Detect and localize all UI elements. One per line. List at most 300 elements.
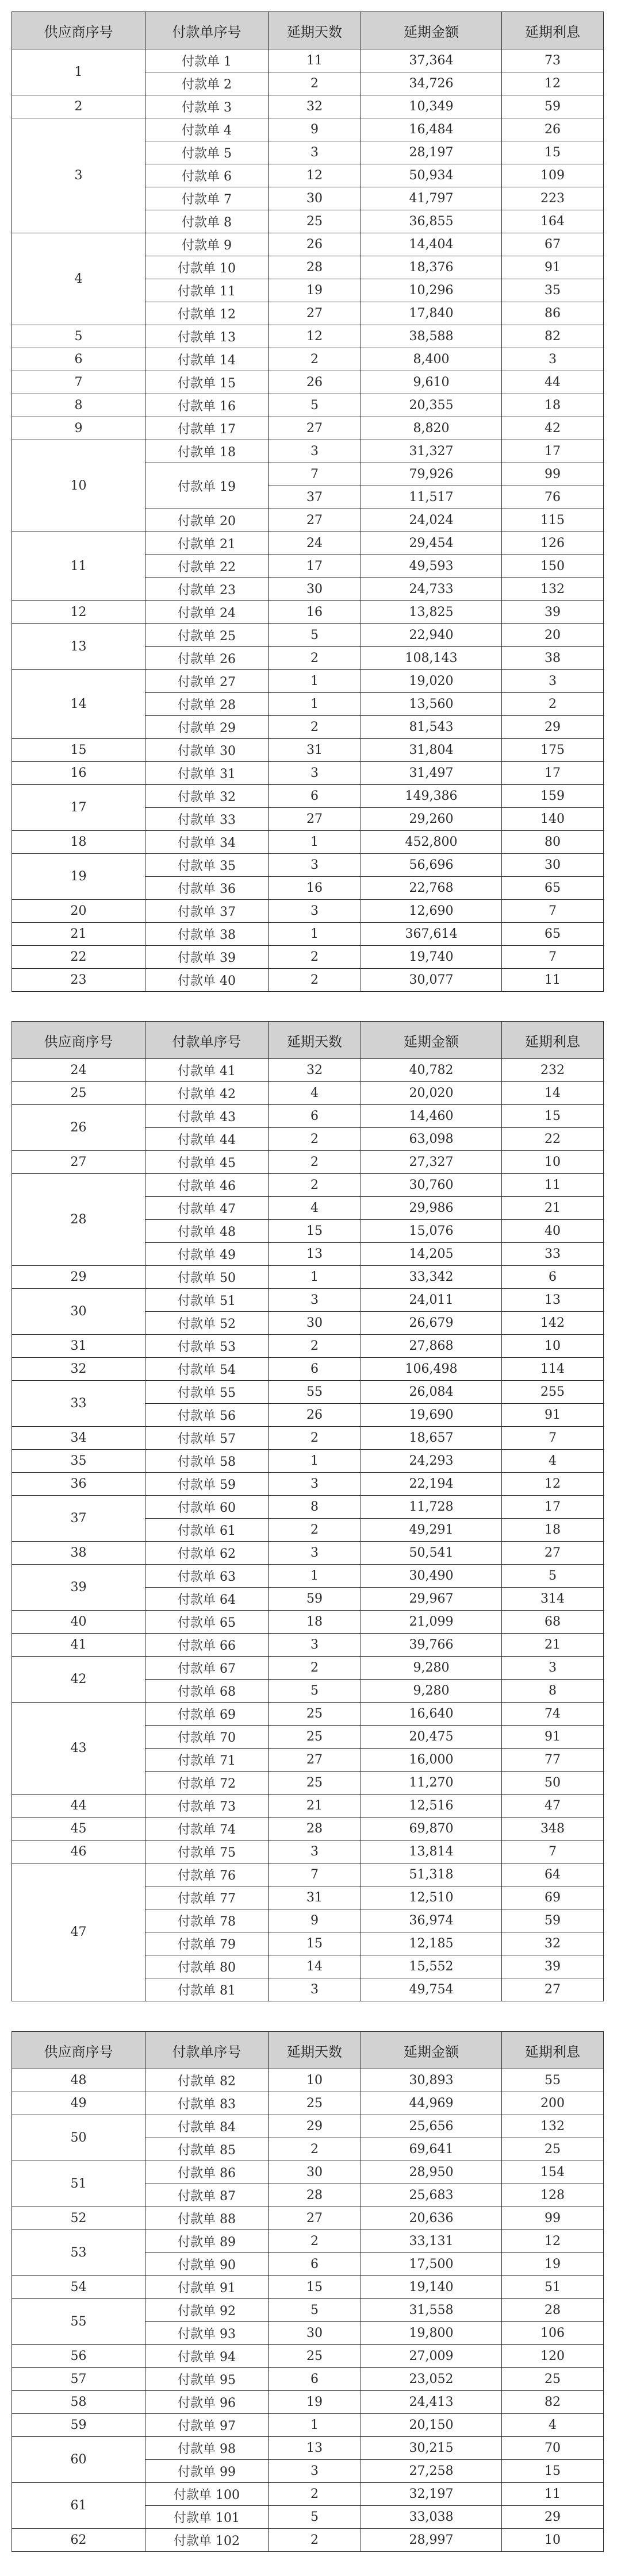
payment-no-cell: 付款单 94 (145, 2345, 269, 2368)
supplier-no-cell: 7 (12, 371, 145, 394)
supplier-no-cell: 58 (12, 2391, 145, 2414)
payment-no-cell: 付款单 41 (145, 1059, 269, 1082)
table-row (12, 1358, 604, 1381)
delay-amount-cell: 63,098 (361, 1128, 502, 1151)
supplier-no-cell: 35 (12, 1450, 145, 1473)
header-payment-no: 付款单序号 (145, 2032, 269, 2069)
delay-days-cell: 2 (269, 2138, 361, 2161)
payment-no-cell: 付款单 51 (145, 1289, 269, 1312)
payment-no-cell: 付款单 100 (145, 2483, 269, 2506)
delay-amount-cell: 33,342 (361, 1266, 502, 1289)
delay-days-cell: 19 (269, 279, 361, 302)
delay-amount-cell: 30,215 (361, 2437, 502, 2460)
delay-days-cell: 3 (269, 762, 361, 785)
table-row (12, 325, 604, 348)
supplier-no-cell: 28 (12, 1174, 145, 1266)
delay-days-cell: 30 (269, 2322, 361, 2345)
supplier-no-cell: 17 (12, 785, 145, 831)
payment-no-cell: 付款单 81 (145, 1978, 269, 2001)
delay-interest-cell: 30 (502, 854, 604, 877)
supplier-no-cell: 34 (12, 1427, 145, 1450)
payment-no-cell: 付款单 13 (145, 325, 269, 348)
delay-amount-cell: 25,656 (361, 2115, 502, 2138)
delay-amount-cell: 14,205 (361, 1243, 502, 1266)
delay-amount-cell: 9,280 (361, 1657, 502, 1680)
payment-no-cell: 付款单 71 (145, 1749, 269, 1772)
payment-no-cell: 付款单 83 (145, 2092, 269, 2115)
delay-amount-cell: 31,804 (361, 739, 502, 762)
supplier-no-cell: 50 (12, 2115, 145, 2161)
delay-amount-cell: 26,679 (361, 1312, 502, 1335)
delay-amount-cell: 36,855 (361, 210, 502, 233)
delay-interest-cell: 314 (502, 1588, 604, 1611)
delay-days-cell: 2 (269, 1151, 361, 1174)
table-row (12, 1795, 604, 1818)
table-row (12, 969, 604, 992)
payment-no-cell: 付款单 60 (145, 1496, 269, 1519)
delay-days-cell: 2 (269, 647, 361, 670)
delay-interest-cell: 22 (502, 1128, 604, 1151)
delay-days-cell: 1 (269, 1565, 361, 1588)
delay-days-cell: 26 (269, 1404, 361, 1427)
table-row (12, 1059, 604, 1082)
delay-days-cell: 2 (269, 969, 361, 992)
table-row (12, 1863, 604, 1886)
delay-amount-cell: 34,726 (361, 72, 502, 95)
payment-no-cell: 付款单 14 (145, 348, 269, 371)
delay-amount-cell: 106,498 (361, 1358, 502, 1381)
delay-days-cell: 6 (269, 2253, 361, 2276)
table-row (12, 95, 604, 118)
delay-amount-cell: 12,516 (361, 1795, 502, 1818)
delay-days-cell: 7 (269, 1863, 361, 1886)
delay-interest-cell: 82 (502, 2391, 604, 2414)
supplier-no-cell: 62 (12, 2529, 145, 2552)
supplier-no-cell: 56 (12, 2345, 145, 2368)
table-row (12, 1565, 604, 1588)
table-row (12, 2529, 604, 2552)
payment-no-cell: 付款单 36 (145, 877, 269, 900)
delay-days-cell: 30 (269, 187, 361, 210)
supplier-no-cell: 47 (12, 1863, 145, 2001)
delay-interest-cell: 150 (502, 555, 604, 578)
payment-no-cell: 付款单 6 (145, 164, 269, 187)
delay-interest-cell: 28 (502, 2299, 604, 2322)
delay-days-cell: 32 (269, 1059, 361, 1082)
payment-no-cell: 付款单 49 (145, 1243, 269, 1266)
supplier-no-cell: 20 (12, 900, 145, 923)
table-row (12, 1289, 604, 1312)
delay-days-cell: 2 (269, 72, 361, 95)
delay-interest-cell: 3 (502, 1657, 604, 1680)
table-row (12, 900, 604, 923)
delay-amount-cell: 15,076 (361, 1220, 502, 1243)
supplier-no-cell: 55 (12, 2299, 145, 2345)
delay-interest-cell: 19 (502, 2253, 604, 2276)
delay-interest-cell: 140 (502, 808, 604, 831)
delay-interest-cell: 44 (502, 371, 604, 394)
delay-interest-cell: 91 (502, 1404, 604, 1427)
delay-days-cell: 3 (269, 1978, 361, 2001)
delay-amount-cell: 30,490 (361, 1565, 502, 1588)
header-delay-interest: 延期利息 (502, 1022, 604, 1059)
delay-days-cell: 3 (269, 440, 361, 463)
delay-amount-cell: 18,376 (361, 256, 502, 279)
delay-days-cell: 1 (269, 670, 361, 693)
delay-days-cell: 5 (269, 2506, 361, 2529)
delay-days-cell: 2 (269, 1657, 361, 1680)
delay-amount-cell: 31,327 (361, 440, 502, 463)
delay-amount-cell: 36,974 (361, 1909, 502, 1932)
delay-interest-cell: 7 (502, 1840, 604, 1863)
delay-interest-cell: 69 (502, 1886, 604, 1909)
payment-no-cell: 付款单 52 (145, 1312, 269, 1335)
delay-amount-cell: 10,349 (361, 95, 502, 118)
table-row (12, 1266, 604, 1289)
delay-amount-cell: 28,950 (361, 2161, 502, 2184)
payment-no-cell: 付款单 54 (145, 1358, 269, 1381)
delay-interest-cell: 59 (502, 1909, 604, 1932)
delay-amount-cell: 8,400 (361, 348, 502, 371)
table-row (12, 2161, 604, 2184)
delay-interest-cell: 42 (502, 417, 604, 440)
supplier-no-cell: 24 (12, 1059, 145, 1082)
supplier-no-cell: 41 (12, 1634, 145, 1657)
payment-no-cell: 付款单 34 (145, 831, 269, 854)
delay-interest-cell: 126 (502, 532, 604, 555)
delay-days-cell: 25 (269, 1703, 361, 1726)
supplier-no-cell: 21 (12, 923, 145, 946)
delay-interest-cell: 15 (502, 2460, 604, 2483)
table-row (12, 1151, 604, 1174)
table-row (12, 1381, 604, 1404)
delay-amount-cell: 15,552 (361, 1955, 502, 1978)
delay-amount-cell: 69,641 (361, 2138, 502, 2161)
payment-no-cell: 付款单 11 (145, 279, 269, 302)
delay-interest-cell: 15 (502, 1105, 604, 1128)
table-header (12, 2032, 604, 2069)
supplier-no-cell: 12 (12, 601, 145, 624)
payment-no-cell: 付款单 56 (145, 1404, 269, 1427)
delay-amount-cell: 452,800 (361, 831, 502, 854)
delay-interest-cell: 4 (502, 1450, 604, 1473)
delay-days-cell: 3 (269, 141, 361, 164)
supplier-no-cell: 25 (12, 1082, 145, 1105)
delay-days-cell: 1 (269, 1450, 361, 1473)
payment-no-cell: 付款单 58 (145, 1450, 269, 1473)
delay-amount-cell: 24,024 (361, 509, 502, 532)
supplier-no-cell: 31 (12, 1335, 145, 1358)
delay-days-cell: 1 (269, 693, 361, 716)
table-row (12, 2483, 604, 2506)
table-row (12, 49, 604, 72)
delay-amount-cell: 11,517 (361, 486, 502, 509)
delay-amount-cell: 14,460 (361, 1105, 502, 1128)
header-supplier-no: 供应商序号 (12, 1022, 145, 1059)
delay-interest-cell: 29 (502, 716, 604, 739)
delay-days-cell: 14 (269, 1955, 361, 1978)
table-row (12, 854, 604, 877)
supplier-no-cell: 23 (12, 969, 145, 992)
payment-no-cell: 付款单 68 (145, 1680, 269, 1703)
delay-days-cell: 2 (269, 1174, 361, 1197)
delay-interest-cell: 33 (502, 1243, 604, 1266)
delay-interest-cell: 70 (502, 2437, 604, 2460)
delay-days-cell: 37 (269, 486, 361, 509)
delay-days-cell: 28 (269, 1818, 361, 1840)
delay-interest-cell: 12 (502, 2230, 604, 2253)
table-row (12, 1450, 604, 1473)
delay-days-cell: 3 (269, 900, 361, 923)
payment-no-cell: 付款单 30 (145, 739, 269, 762)
delay-interest-cell: 7 (502, 946, 604, 969)
delay-interest-cell: 232 (502, 1059, 604, 1082)
payment-no-cell: 付款单 92 (145, 2299, 269, 2322)
delay-interest-cell: 12 (502, 1473, 604, 1496)
delay-interest-cell: 7 (502, 900, 604, 923)
delay-days-cell: 3 (269, 1289, 361, 1312)
supplier-no-cell: 40 (12, 1611, 145, 1634)
delay-amount-cell: 31,558 (361, 2299, 502, 2322)
supplier-no-cell: 15 (12, 739, 145, 762)
delay-days-cell: 27 (269, 2207, 361, 2230)
delay-interest-cell: 99 (502, 2207, 604, 2230)
supplier-no-cell: 19 (12, 854, 145, 900)
delay-interest-cell: 10 (502, 1335, 604, 1358)
delay-amount-cell: 17,500 (361, 2253, 502, 2276)
delay-interest-cell: 106 (502, 2322, 604, 2345)
payment-no-cell: 付款单 95 (145, 2368, 269, 2391)
table-row (12, 2414, 604, 2437)
supplier-no-cell: 18 (12, 831, 145, 854)
delay-days-cell: 55 (269, 1381, 361, 1404)
table-row (12, 1174, 604, 1197)
payment-no-cell: 付款单 4 (145, 118, 269, 141)
payment-no-cell: 付款单 23 (145, 578, 269, 601)
table-row (12, 2345, 604, 2368)
payment-no-cell: 付款单 78 (145, 1909, 269, 1932)
table-row (12, 1082, 604, 1105)
delay-amount-cell: 16,640 (361, 1703, 502, 1726)
payment-no-cell: 付款单 73 (145, 1795, 269, 1818)
payment-no-cell: 付款单 44 (145, 1128, 269, 1151)
delay-days-cell: 59 (269, 1588, 361, 1611)
delay-interest-cell: 223 (502, 187, 604, 210)
table-row (12, 1657, 604, 1680)
delay-amount-cell: 17,840 (361, 302, 502, 325)
delay-days-cell: 5 (269, 2299, 361, 2322)
delay-interest-cell: 10 (502, 2529, 604, 2552)
delay-amount-cell: 18,657 (361, 1427, 502, 1450)
table-row (12, 2276, 604, 2299)
payment-no-cell: 付款单 50 (145, 1266, 269, 1289)
table-row (12, 1818, 604, 1840)
supplier-no-cell: 30 (12, 1289, 145, 1335)
header-supplier-no: 供应商序号 (12, 12, 145, 49)
delay-interest-cell: 154 (502, 2161, 604, 2184)
delay-days-cell: 27 (269, 1749, 361, 1772)
delay-amount-cell: 14,404 (361, 233, 502, 256)
delay-days-cell: 13 (269, 2437, 361, 2460)
delay-interest-cell: 26 (502, 118, 604, 141)
payment-no-cell: 付款单 27 (145, 670, 269, 693)
delay-interest-cell: 109 (502, 164, 604, 187)
supplier-no-cell: 36 (12, 1473, 145, 1496)
delay-days-cell: 27 (269, 509, 361, 532)
table-row (12, 2207, 604, 2230)
header-delay-days: 延期天数 (269, 2032, 361, 2069)
delay-amount-cell: 13,814 (361, 1840, 502, 1863)
supplier-no-cell: 51 (12, 2161, 145, 2207)
supplier-no-cell: 26 (12, 1105, 145, 1151)
table-row (12, 1611, 604, 1634)
payment-no-cell: 付款单 82 (145, 2069, 269, 2092)
delay-amount-cell: 51,318 (361, 1863, 502, 1886)
payment-no-cell: 付款单 67 (145, 1657, 269, 1680)
table-row (12, 532, 604, 555)
delay-interest-cell: 114 (502, 1358, 604, 1381)
payment-no-cell: 付款单 18 (145, 440, 269, 463)
header-delay-days: 延期天数 (269, 1022, 361, 1059)
header-delay-interest: 延期利息 (502, 12, 604, 49)
delay-amount-cell: 30,760 (361, 1174, 502, 1197)
delay-amount-cell: 26,084 (361, 1381, 502, 1404)
delay-interest-cell: 5 (502, 1565, 604, 1588)
delay-amount-cell: 19,020 (361, 670, 502, 693)
delay-days-cell: 24 (269, 532, 361, 555)
delay-amount-cell: 32,197 (361, 2483, 502, 2506)
supplier-no-cell: 61 (12, 2483, 145, 2529)
table-header (12, 12, 604, 49)
table-row (12, 2230, 604, 2253)
payment-no-cell: 付款单 1 (145, 49, 269, 72)
payment-no-cell: 付款单 16 (145, 394, 269, 417)
delay-interest-cell: 3 (502, 670, 604, 693)
payment-no-cell: 付款单 79 (145, 1932, 269, 1955)
delay-days-cell: 30 (269, 578, 361, 601)
payment-no-cell: 付款单 17 (145, 417, 269, 440)
header-delay-interest: 延期利息 (502, 2032, 604, 2069)
delay-amount-cell: 39,766 (361, 1634, 502, 1657)
delay-days-cell: 28 (269, 2184, 361, 2207)
table-header (12, 1022, 604, 1059)
delay-amount-cell: 16,000 (361, 1749, 502, 1772)
payment-no-cell: 付款单 62 (145, 1542, 269, 1565)
supplier-no-cell: 48 (12, 2069, 145, 2092)
table-row (12, 670, 604, 693)
delay-days-cell: 16 (269, 877, 361, 900)
header-payment-no: 付款单序号 (145, 1022, 269, 1059)
payment-no-cell: 付款单 15 (145, 371, 269, 394)
delay-days-cell: 11 (269, 49, 361, 72)
table-row (12, 2368, 604, 2391)
payment-no-cell: 付款单 74 (145, 1818, 269, 1840)
delay-interest-cell: 51 (502, 2276, 604, 2299)
delay-amount-cell: 149,386 (361, 785, 502, 808)
delay-interest-cell: 40 (502, 1220, 604, 1243)
delay-interest-cell: 77 (502, 1749, 604, 1772)
delay-days-cell: 5 (269, 394, 361, 417)
delay-interest-cell: 15 (502, 141, 604, 164)
delay-amount-cell: 50,934 (361, 164, 502, 187)
payment-no-cell: 付款单 43 (145, 1105, 269, 1128)
delay-amount-cell: 24,293 (361, 1450, 502, 1473)
table-row (12, 1703, 604, 1726)
delay-interest-cell: 25 (502, 2368, 604, 2391)
table-row (12, 348, 604, 371)
supplier-no-cell: 59 (12, 2414, 145, 2437)
payment-no-cell: 付款单 5 (145, 141, 269, 164)
delay-interest-cell: 74 (502, 1703, 604, 1726)
table-row (12, 601, 604, 624)
delay-days-cell: 15 (269, 2276, 361, 2299)
delay-days-cell: 6 (269, 1105, 361, 1128)
delay-days-cell: 2 (269, 1519, 361, 1542)
table-row (12, 417, 604, 440)
delay-days-cell: 2 (269, 1335, 361, 1358)
payment-no-cell: 付款单 39 (145, 946, 269, 969)
payment-no-cell: 付款单 101 (145, 2506, 269, 2529)
header-supplier-no: 供应商序号 (12, 2032, 145, 2069)
delay-interest-cell: 21 (502, 1197, 604, 1220)
delay-interest-cell: 73 (502, 49, 604, 72)
table-row (12, 762, 604, 785)
table-row (12, 1105, 604, 1128)
delay-days-cell: 10 (269, 2069, 361, 2092)
delay-interest-cell: 348 (502, 1818, 604, 1840)
payment-no-cell: 付款单 45 (145, 1151, 269, 1174)
delay-days-cell: 2 (269, 1427, 361, 1450)
supplier-no-cell: 38 (12, 1542, 145, 1565)
delay-days-cell: 1 (269, 923, 361, 946)
supplier-no-cell: 53 (12, 2230, 145, 2276)
delay-days-cell: 1 (269, 1266, 361, 1289)
delay-amount-cell: 12,185 (361, 1932, 502, 1955)
supplier-no-cell: 3 (12, 118, 145, 233)
payment-no-cell: 付款单 35 (145, 854, 269, 877)
delay-amount-cell: 29,260 (361, 808, 502, 831)
payment-no-cell: 付款单 96 (145, 2391, 269, 2414)
payment-no-cell: 付款单 90 (145, 2253, 269, 2276)
table-row (12, 739, 604, 762)
supplier-no-cell: 29 (12, 1266, 145, 1289)
payment-no-cell: 付款单 102 (145, 2529, 269, 2552)
delay-days-cell: 17 (269, 555, 361, 578)
table-row (12, 1840, 604, 1863)
payment-no-cell: 付款单 98 (145, 2437, 269, 2460)
delay-days-cell: 2 (269, 716, 361, 739)
payment-no-cell: 付款单 26 (145, 647, 269, 670)
payment-no-cell: 付款单 97 (145, 2414, 269, 2437)
delay-interest-cell: 39 (502, 601, 604, 624)
payment-no-cell: 付款单 19 (145, 463, 269, 509)
delay-days-cell: 25 (269, 2092, 361, 2115)
delay-amount-cell: 29,454 (361, 532, 502, 555)
delay-amount-cell: 27,009 (361, 2345, 502, 2368)
payment-no-cell: 付款单 28 (145, 693, 269, 716)
delay-amount-cell: 20,355 (361, 394, 502, 417)
delay-interest-cell: 159 (502, 785, 604, 808)
payment-no-cell: 付款单 8 (145, 210, 269, 233)
delay-amount-cell: 23,052 (361, 2368, 502, 2391)
delay-interest-cell: 38 (502, 647, 604, 670)
table-row (12, 1335, 604, 1358)
delay-interest-cell: 80 (502, 831, 604, 854)
payment-no-cell: 付款单 42 (145, 1082, 269, 1105)
delay-days-cell: 12 (269, 325, 361, 348)
delay-interest-cell: 65 (502, 877, 604, 900)
supplier-no-cell: 45 (12, 1818, 145, 1840)
